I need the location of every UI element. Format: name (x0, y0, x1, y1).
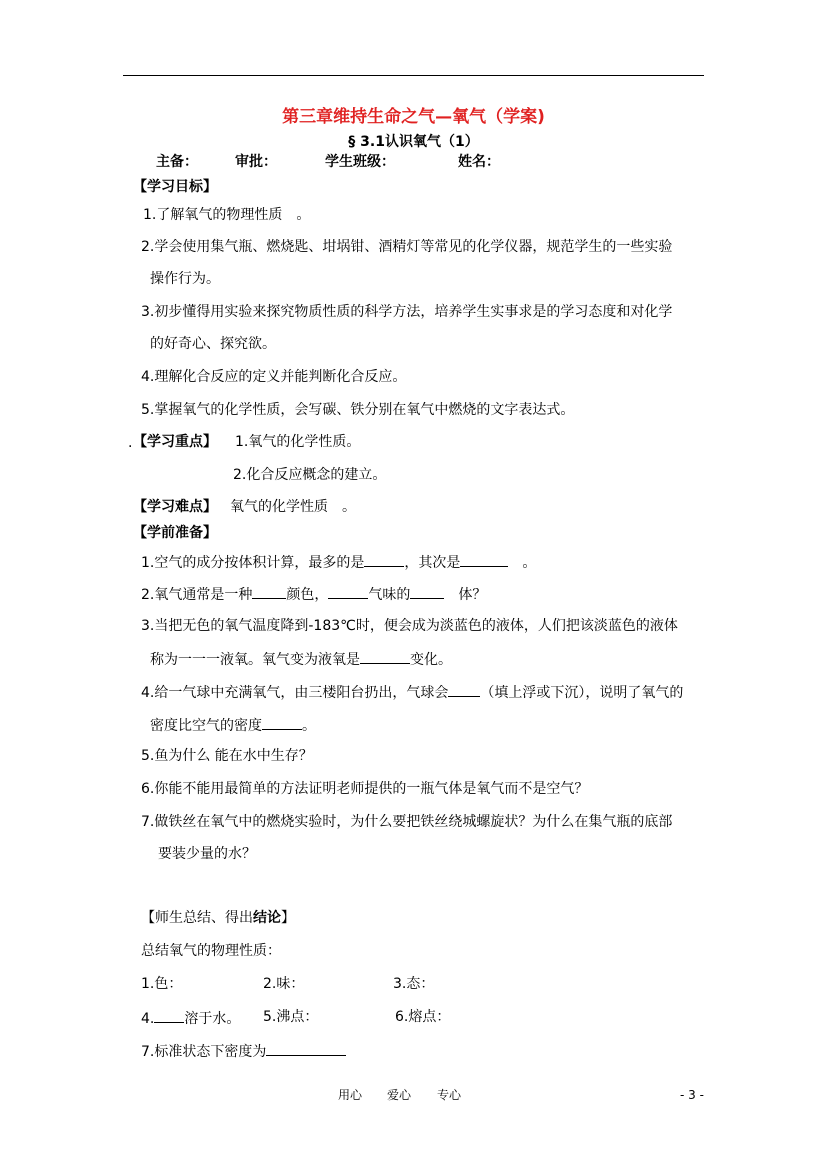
objective-item: 4.理解化合反应的定义并能判断化合反应。 (141, 369, 407, 385)
prep-question-3: 3.当把无色的氧气温度降到-183℃时，便会成为淡蓝色的液体，人们把该淡蓝色的液体 (141, 618, 678, 634)
fill-blank[interactable] (448, 682, 480, 697)
objective-item: 1.了解氧气的物理性质 。 (143, 207, 311, 223)
prep-question-5: 5.鱼为什么 能在水中生存？ (141, 748, 313, 764)
header-rule (123, 75, 704, 76)
prep-text: 7.标准状态下密度为 (141, 1044, 267, 1060)
prep-text: 4.给一气球中充满氧气，由三楼阳台扔出，气球会 (141, 685, 449, 701)
summary-heading (141, 909, 295, 927)
prep-question-2 (141, 584, 486, 604)
key-point-item: 1.氧气的化学性质。 (235, 434, 361, 450)
prep-question-7: 7.做铁丝在氧气中的燃烧实验时，为什么要把铁丝绕城螺旋状？为什么在集气瓶的底部 (141, 814, 673, 830)
reviewer-label: 审批： (235, 154, 277, 170)
property-state: 3.态： (393, 976, 435, 992)
class-label: 学生班级： (325, 154, 395, 170)
key-point-item: 2.化合反应概念的建立。 (233, 467, 387, 483)
objective-item-cont: 操作行为。 (150, 271, 220, 287)
fill-blank[interactable] (154, 1008, 184, 1023)
objective-item-cont: 的好奇心、探究欲。 (150, 336, 276, 352)
prep-heading: 【学前准备】 (133, 525, 217, 541)
margin-dot: . (128, 435, 133, 451)
prep-text: 体？ (444, 587, 487, 603)
property-smell: 2.味： (263, 976, 305, 992)
prep-question-3-cont (150, 649, 452, 669)
prep-text: 。 (508, 555, 537, 571)
summary-heading-b: 结论 (253, 910, 281, 926)
fill-blank[interactable] (460, 552, 508, 567)
prep-question-6: 6.你能不能用最简单的方法证明老师提供的一瓶气体是氧气而不是空气？ (141, 781, 589, 797)
prep-text: ，其次是 (404, 555, 461, 571)
footer-word: 爱心 (387, 1088, 412, 1102)
objective-item: 5.掌握氧气的化学性质，会写碳、铁分别在氧气中燃烧的文字表达式。 (141, 402, 575, 418)
property-solubility (141, 1008, 240, 1028)
fill-blank[interactable] (410, 584, 444, 599)
fill-blank[interactable] (266, 1041, 346, 1056)
property-color: 1.色： (141, 976, 183, 992)
prep-text: 气味的 (368, 587, 411, 603)
name-label: 姓名： (458, 154, 500, 170)
summary-heading-c: 】 (281, 910, 295, 926)
footer-word: 用心 (338, 1088, 363, 1102)
property-density (141, 1041, 346, 1061)
prep-text: 颜色， (286, 587, 329, 603)
page-number: - 3 - (680, 1088, 704, 1102)
property-melting-point: 6.熔点： (395, 1009, 451, 1025)
section-subtitle: § 3.1认识氧气（1） (348, 134, 479, 150)
difficulty-heading: 【学习难点】 (133, 499, 217, 515)
prep-text: 1.空气的成分按体积计算，最多的是 (141, 555, 365, 571)
prep-text: （填上浮或下沉），说明了氧气的 (480, 685, 684, 701)
objectives-heading: 【学习目标】 (133, 179, 217, 195)
prep-question-7-cont: 要装少量的水？ (158, 846, 256, 862)
fill-blank[interactable] (262, 715, 302, 730)
footer-word: 专心 (437, 1088, 462, 1102)
prep-text: 2.氧气通常是一种 (141, 587, 253, 603)
prep-question-1 (141, 552, 536, 572)
prep-text: 溶于水。 (184, 1011, 241, 1027)
prep-text: 。 (302, 718, 316, 734)
difficulty-text: 氧气的化学性质 。 (230, 499, 356, 515)
author-label: 主备： (156, 154, 198, 170)
prep-question-4-cont (150, 715, 316, 735)
prep-text: 称为一一一液氧。氧气变为液氧是 (150, 652, 360, 668)
objective-item: 3.初步懂得用实验来探究物质性质的科学方法，培养学生实事求是的学习态度和对化学 (141, 304, 673, 320)
fill-blank[interactable] (360, 649, 410, 664)
prep-text: 密度比空气的密度 (150, 718, 262, 734)
prep-text: 4. (141, 1011, 155, 1027)
prep-text: 变化。 (410, 652, 452, 668)
prep-question-4 (141, 682, 683, 702)
key-points-heading: 【学习重点】 (133, 434, 217, 450)
summary-intro: 总结氧气的物理性质： (141, 943, 281, 959)
document-title: 第三章维持生命之气—氧气（学案) (282, 107, 545, 127)
property-boiling-point: 5.沸点： (263, 1009, 319, 1025)
fill-blank[interactable] (364, 552, 404, 567)
fill-blank[interactable] (328, 584, 368, 599)
fill-blank[interactable] (252, 584, 286, 599)
summary-heading-a: 【师生总结、得出 (141, 910, 253, 926)
objective-item: 2.学会使用集气瓶、燃烧匙、坩埚钳、酒精灯等常见的化学仪器，规范学生的一些实验 (141, 239, 673, 255)
